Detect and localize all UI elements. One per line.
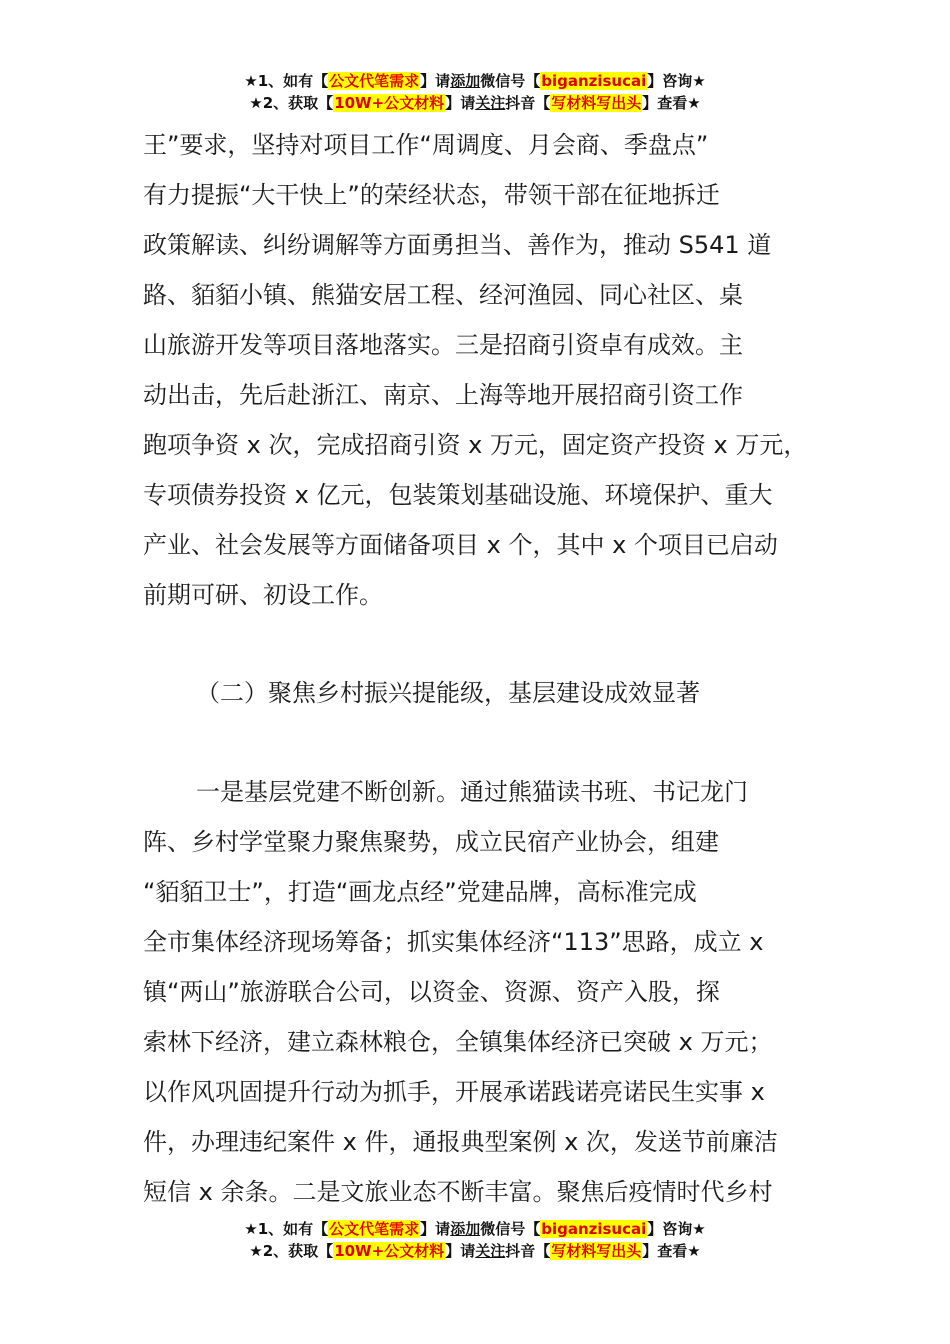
banner-highlight: 写材料写出头 xyxy=(551,1242,642,1260)
banner-text: 】咨询★ xyxy=(647,1220,706,1238)
banner-line-1 xyxy=(0,1218,950,1240)
banner-line-1 xyxy=(0,70,950,92)
banner-underlined-text: 添加 xyxy=(450,1220,481,1238)
top-banner xyxy=(0,70,950,114)
text-line: “貊貊卫士”，打造“画龙点经”党建品牌，高标准完成 xyxy=(143,878,697,906)
text-line: 有力提振“大干快上”的荣经状态，带领干部在征地拆迁 xyxy=(143,181,720,209)
text-line: 以作风巩固提升行动为抓手，开展承诺践诺亮诺民生实事 x xyxy=(143,1078,765,1106)
text-line: 件，办理违纪案件 x 件，通报典型案例 x 次，发送节前廉洁 xyxy=(143,1128,778,1156)
banner-line-2 xyxy=(0,1240,950,1262)
text-line: 产业、社会发展等方面储备项目 x 个，其中 x 个项目已启动 xyxy=(143,531,778,559)
section-heading xyxy=(143,668,823,718)
banner-underlined-text: 关注 xyxy=(475,1242,506,1260)
banner-text: 】查看★ xyxy=(642,94,701,112)
banner-text: ★1、如有【 xyxy=(244,72,329,90)
text-line: 路、貊貊小镇、熊猫安居工程、经河渔园、同心社区、桌 xyxy=(143,281,743,309)
banner-text: 】请 xyxy=(445,1242,476,1260)
text-line: 专项债券投资 x 亿元，包装策划基础设施、环境保护、重大 xyxy=(143,481,773,509)
banner-underlined-text: 添加 xyxy=(450,72,481,90)
text-line: 前期可研、初设工作。 xyxy=(143,581,383,609)
text-line: 山旅游开发等项目落地落实。三是招商引资卓有成效。主 xyxy=(143,331,743,359)
text-line: 阵、乡村学堂聚力聚焦聚势，成立民宿产业协会，组建 xyxy=(143,828,719,856)
text-line: 全市集体经济现场筹备；抓实集体经济“113”思路，成立 x xyxy=(143,928,764,956)
banner-text: 】咨询★ xyxy=(647,72,706,90)
banner-highlight: biganzisucai xyxy=(541,1220,647,1238)
banner-highlight: 10W+公文材料 xyxy=(334,94,445,112)
bottom-banner xyxy=(0,1218,950,1262)
text-line: 动出击，先后赴浙江、南京、上海等地开展招商引资工作 xyxy=(143,381,743,409)
banner-highlight: 写材料写出头 xyxy=(551,94,642,112)
banner-underlined-text: 关注 xyxy=(475,94,506,112)
text-line: 索林下经济，建立森林粮仓，全镇集体经济已突破 x 万元； xyxy=(143,1028,773,1056)
banner-highlight: 10W+公文材料 xyxy=(334,1242,445,1260)
paragraph-1 xyxy=(143,120,823,620)
banner-text: ★2、获取【 xyxy=(249,94,334,112)
banner-highlight: biganzisucai xyxy=(541,72,647,90)
heading-text: （二）聚焦乡村振兴提能级，基层建设成效显著 xyxy=(196,679,700,707)
banner-text: 微信号【 xyxy=(480,72,541,90)
banner-highlight: 公文代笔需求 xyxy=(329,72,420,90)
banner-highlight: 公文代笔需求 xyxy=(329,1220,420,1238)
text-line: 跑项争资 x 次，完成招商引资 x 万元，固定资产投资 x 万元， xyxy=(143,431,808,459)
banner-line-2 xyxy=(0,92,950,114)
banner-text: 微信号【 xyxy=(480,1220,541,1238)
text-line: 镇“两山”旅游联合公司，以资金、资源、资产入股，探 xyxy=(143,978,720,1006)
paragraph-2 xyxy=(143,767,823,1217)
banner-text: 抖音【 xyxy=(505,1242,551,1260)
text-line: 一是基层党建不断创新。通过熊猫读书班、书记龙门 xyxy=(196,778,748,806)
text-line: 王”要求，坚持对项目工作“周调度、月会商、季盘点” xyxy=(143,131,709,159)
text-line: 政策解读、纠纷调解等方面勇担当、善作为，推动 S541 道 xyxy=(143,231,772,259)
banner-text: 抖音【 xyxy=(505,94,551,112)
banner-text: ★1、如有【 xyxy=(244,1220,329,1238)
banner-text: 】请 xyxy=(445,94,476,112)
banner-text: 】请 xyxy=(420,1220,451,1238)
text-line: 短信 x 余条。二是文旅业态不断丰富。聚焦后疫情时代乡村 xyxy=(143,1178,773,1206)
banner-text: ★2、获取【 xyxy=(249,1242,334,1260)
banner-text: 】请 xyxy=(420,72,451,90)
banner-text: 】查看★ xyxy=(642,1242,701,1260)
